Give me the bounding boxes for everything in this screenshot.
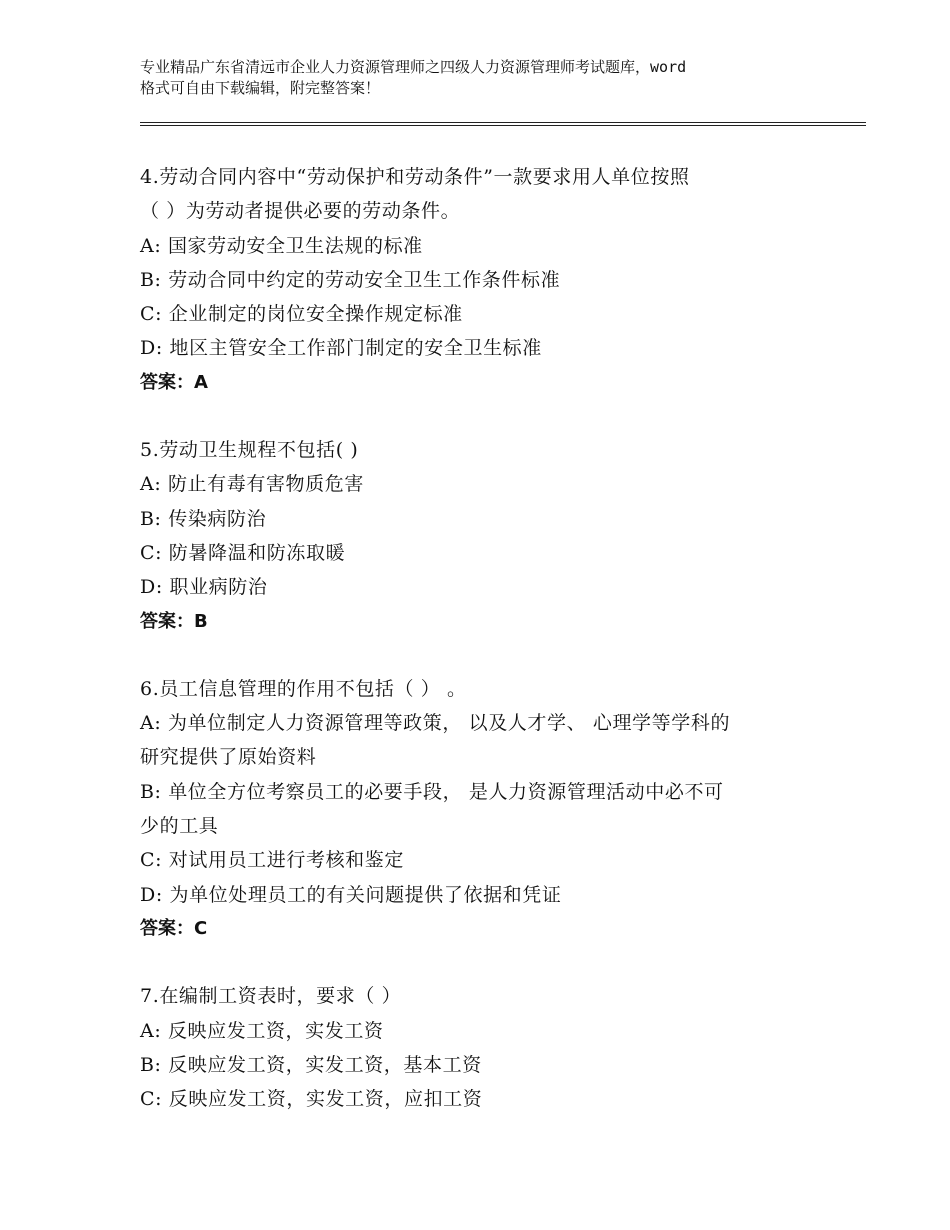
header-divider-bottom — [140, 125, 866, 126]
question-line: D: 为单位处理员工的有关问题提供了依据和凭证 — [140, 883, 562, 906]
question-line: D: 职业病防治 — [140, 576, 268, 599]
question-line: A: 国家劳动安全卫生法规的标准 — [140, 234, 423, 257]
question-list — [140, 160, 840, 1149]
document-header — [140, 57, 830, 99]
header-line-2: 格式可自由下载编辑，附完整答案！ — [140, 79, 381, 97]
question-line: C: 企业制定的岗位安全操作规定标准 — [140, 303, 463, 326]
question-block — [140, 672, 840, 946]
question-line: A: 反映应发工资，实发工资 — [140, 1019, 384, 1042]
question-stem: 4.劳动合同内容中“劳动保护和劳动条件”一款要求用人单位按照 — [140, 166, 690, 188]
question-line: C: 防暑降温和防冻取暖 — [140, 541, 346, 564]
question-line: C: 对试用员工进行考核和鉴定 — [140, 849, 404, 872]
question-stem: 5.劳动卫生规程不包括( ) — [140, 439, 359, 462]
answer-label: 答案：B — [140, 610, 208, 632]
question-line: B: 劳动合同中约定的劳动安全卫生工作条件标准 — [140, 268, 561, 291]
question-block — [140, 160, 840, 400]
question-line: B: 传染病防治 — [140, 507, 267, 530]
question-line: D: 地区主管安全工作部门制定的安全卫生标准 — [140, 337, 542, 360]
question-line: 少的工具 — [140, 815, 219, 838]
question-line: A: 防止有毒有害物质危害 — [140, 473, 364, 496]
question-line: 研究提供了原始资料 — [140, 746, 317, 769]
question-line: （ ）为劳动者提供必要的劳动条件。 — [140, 200, 461, 223]
question-stem: 7.在编制工资表时，要求（ ） — [140, 985, 402, 1008]
answer-label: 答案：C — [140, 917, 208, 939]
header-divider-top — [140, 122, 866, 123]
question-block — [140, 979, 840, 1116]
answer-label: 答案：A — [140, 371, 208, 393]
question-line: B: 反映应发工资，实发工资，基本工资 — [140, 1053, 482, 1076]
question-block — [140, 433, 840, 639]
header-line-1: 专业精品广东省清远市企业人力资源管理师之四级人力资源管理师考试题库，word — [140, 58, 687, 76]
question-stem: 6.员工信息管理的作用不包括（ ） 。 — [140, 677, 467, 700]
question-line: B: 单位全方位考察员工的必要手段， 是人力资源管理活动中必不可 — [140, 780, 724, 803]
question-line: A: 为单位制定人力资源管理等政策， 以及人才学、 心理学等学科的 — [140, 712, 731, 735]
question-line: C: 反映应发工资，实发工资，应扣工资 — [140, 1088, 483, 1111]
